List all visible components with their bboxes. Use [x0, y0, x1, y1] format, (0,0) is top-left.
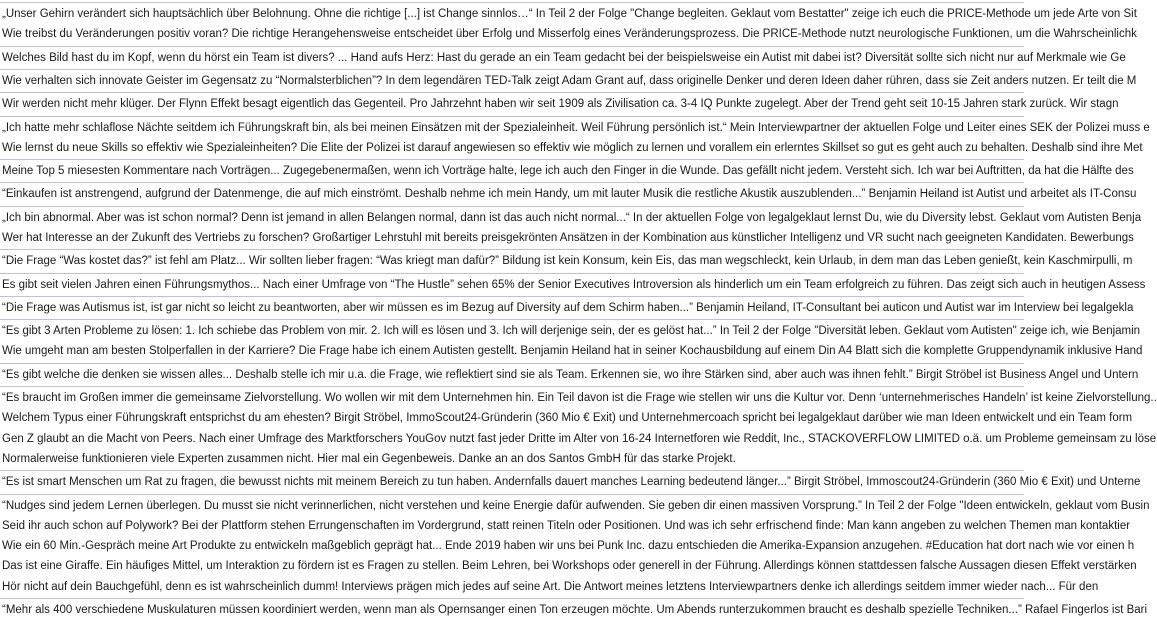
- post-preview[interactable]: [0, 182, 1137, 205]
- post-preview-line: Wie treibst du Veränderungen positiv voran? Die richtige Herangehensweise entscheidet über Erfolg und Misserfolg eines Veränderungsprozess. Die PRICE-Methode nutzt neurologische Funktionen, um die Wahrscheinlichk: [2, 28, 1137, 41]
- post-divider: [0, 363, 1024, 364]
- post-preview-line: Wir werden nicht mehr klüger. Der Flynn Effekt besagt eigentlich das Gegenteil. Pro Jahrzehnt haben wir seit 1909 als Zivilisation ca. 3-4 IQ Punkte zugelegt. Aber der Trend geht seit 10-15 Jahren stark zurück. Wir stagn: [2, 98, 1119, 111]
- post-preview-line: “Es gibt welche die denken sie wissen alles... Deshalb stelle ich mir u.a. die Frage, wie reflektiert sind sie als Team. Erkennen sie, wo ihre Stärken sind, aber auch was ihnen fehlt.” Birgit Ströbel ist Business Angel und Untern: [2, 368, 1139, 381]
- post-preview[interactable]: [0, 69, 1137, 92]
- post-preview[interactable]: [0, 249, 1133, 272]
- post-preview[interactable]: [0, 494, 1150, 599]
- post-preview-line: “Es braucht im Großen immer die gemeinsame Zielvorstellung. Wo wollen wir mit dem Unternehmen hin. Ein Teil davon ist die Frage wie stellen wir uns die Kultur vor. Denn ‘unternehmerisches Handeln’ ist keine Zielvorstellung..: [2, 392, 1157, 405]
- post-preview-line: “Es gibt 3 Arten Probleme zu lösen: 1. Ich schiebe das Problem von mir. 2. Ich will es lösen und 3. Ich will derjenige sein, der es gelöst hat...” In Teil 2 der Folge "Diversität leben. Geklaut vom Autisten" zeige ich, wie Benjamin: [2, 325, 1141, 338]
- post-divider: [0, 69, 1024, 70]
- post-divider: [0, 470, 1024, 471]
- post-preview-line: Hör nicht auf dein Bauchgefühl, denn es ist wahrscheinlich dumm! Interviews prägen mich jedes auf seine Art. Die Antwort meines letztens Interviewpartners denke ich allerdings seitdem immer wieder nach... Für den: [2, 580, 1099, 593]
- post-preview-line: Wie ein 60 Min.-Gespräch meine Art Produkte zu entwickeln maßgeblich geprägt hat... Ende 2019 haben wir uns bei Punk Inc. dazu entschieden die Amerika-Expansion anzugehen. #Education hat dort nach wie vor einen h: [2, 540, 1135, 553]
- post-divider: [0, 494, 1024, 495]
- post-preview-line: Normalerweise funktionieren viele Experten zusammen nicht. Hier mal ein Gegenbeweis. Danke an an dos Santos GmbH für das starke Projekt.: [2, 452, 736, 465]
- post-divider: [0, 182, 1024, 183]
- post-divider: [0, 159, 1024, 160]
- post-preview-line: “Die Frage was Autismus ist, ist gar nicht so leicht zu beantworten, aber wir müssen es im Bezug auf Diversity auf dem Schirm haben...” Benjamin Heiland, IT-Consultant bei auticon und Autist war im Interview bei legalgekla: [2, 301, 1134, 314]
- post-preview-line: “Nudges sind jedem Lernen überlegen. Du musst sie nicht verinnerlichen, nicht verstehen und keine Energie dafür aufwenden. Sie geben dir einen massiven Vorsprung.” In Teil 2 der Folge "Ideen entwickeln, geklaut vom Busin: [2, 499, 1150, 512]
- post-preview[interactable]: [0, 159, 1134, 182]
- post-divider: [0, 206, 1024, 207]
- post-divider: [0, 92, 1024, 93]
- post-preview-line: Gen Z glaubt an die Macht von Peers. Nach einer Umfrage des Marktforschers YouGov nutzt fast jeder Dritte im Alter von 16-24 Internetforen wie Reddit, Inc., STACKOVERFLOW LIMITED o.ä. um Probleme gemeinsam zu löse: [2, 432, 1157, 445]
- post-divider: [0, 249, 1024, 250]
- post-preview-line: „Ich bin abnormal. Aber was ist schon normal? Denn ist jemand in allen Belangen normal, dann ist das auch nicht normal...“ In der aktuellen Folge von legalgeklaut lernst Du, wie du Diversity lebst. Geklaut vom Autisten Benja: [2, 211, 1142, 224]
- post-preview[interactable]: [0, 319, 1143, 363]
- post-preview[interactable]: [0, 470, 1141, 493]
- post-preview-line: Wie umgeht man am besten Stolperfallen in der Karriere? Die Frage habe ich einem Autisten gestellt. Benjamin Heiland hat in seiner Kochausbildung auf einem Din A4 Blatt sich die komplette Gruppendynamik inklusive Hand: [2, 345, 1143, 358]
- post-preview-line: Wer hat Interesse an der Zukunft des Vertriebs zu forschen? Großartiger Lehrstuhl mit bereits preisgekrönten Ansätzen in der Kombination aus künstlicher Intelligenz und VR sucht nach geeigneten Kandidaten. Bewerbungs: [2, 231, 1134, 244]
- post-preview-line: “Die Frage “Was kostet das?” ist fehl am Platz... Wir sollten lieber fragen: “Was kriegt man dafür?” Bildung ist kein Konsum, kein Eis, das man wegschleckt, kein Urlaub, in dem man das Leben genießt, kein Kaschmirpulli, m: [2, 255, 1133, 268]
- post-preview[interactable]: [0, 206, 1142, 250]
- post-preview-line: Seid ihr auch schon auf Polywork? Bei der Plattform stehen Errungenschaften im Vordergrund, statt reinen Titeln oder Positionen. Und was ich sehr erfrischend finde: Man kann angeben zu welchen Themen man kontaktier: [2, 519, 1131, 532]
- post-preview[interactable]: [0, 296, 1134, 319]
- post-divider: [0, 46, 1024, 47]
- post-preview[interactable]: [0, 2, 1137, 46]
- post-preview-line: Das ist eine Giraffe. Ein häufiges Mittel, um Interaktion zu fördern ist es Fragen zu stellen. Beim Lehren, bei Workshops oder generell in der Führung. Allerdings können stattdessen falsche Aussagen diesen Effekt verstärken: [2, 560, 1137, 573]
- post-preview[interactable]: [0, 363, 1139, 386]
- post-preview[interactable]: [0, 116, 1150, 160]
- post-divider: [0, 319, 1024, 320]
- post-preview[interactable]: [0, 598, 1148, 621]
- post-preview[interactable]: [0, 92, 1119, 115]
- post-preview[interactable]: [0, 273, 1146, 296]
- post-divider: [0, 2, 1024, 3]
- post-preview-line: Welches Bild hast du im Kopf, wenn du hörst ein Team ist divers? ... Hand aufs Herz: Hast du gerade an ein Team gedacht bei der beispielsweise ein Autist mit dabei ist? Diversität sollte sich nicht nur auf Merkmale wie Ge: [2, 51, 1126, 64]
- post-preview-line: „Unser Gehirn verändert sich hauptsächlich über Belohnung. Ohne die richtige [...] ist Change sinnlos…“ In Teil 2 der Folge "Change begleiten. Geklaut vom Bestatter" zeige ich euch die PRICE-Methode um jede Arte von Sit: [2, 8, 1137, 20]
- post-divider: [0, 598, 1024, 599]
- post-divider: [0, 296, 1024, 297]
- post-divider: [0, 386, 1024, 387]
- post-preview-line: Welchem Typus einer Führungskraft entsprichst du am ehesten? Birgit Ströbel, ImmoScout24-Gründerin (360 Mio € Exit) und Unternehmercoach spricht bei legalgeklaut darüber wie man Ideen entwickelt und ein Team form: [2, 412, 1133, 425]
- post-preview-line: “Es ist smart Menschen um Rat zu fragen, die bewusst nichts mit meinem Bereich zu tun haben. Andernfalls dauert manches Learning bedeutend länger...” Birgit Ströbel, Immoscout24-Gründerin (360 Mio € Exit) und Unterne: [2, 476, 1141, 489]
- post-preview-line: Wie verhalten sich innovate Geister im Gegensatz zu “Normalsterblichen”? In dem legendären TED-Talk zeigt Adam Grant auf, dass originelle Denker und deren Ideen daher rühren, dass sie Zeit anders nutzen. Er teilt die M: [2, 74, 1137, 87]
- post-preview-line: „Ich hatte mehr schlaflose Nächte seitdem ich Führungskraft bin, als bei meinen Einsätzen mit der Spezialeinheit. Weil Führung persönlich ist.“ Mein Interviewpartner der aktuellen Folge und Leiter eines SEK der Polizei muss e: [2, 121, 1150, 134]
- post-divider: [0, 116, 1024, 117]
- post-preview[interactable]: [0, 46, 1126, 69]
- post-preview-line: Wie lernst du neue Skills so effektiv wie Spezialeinheiten? Die Elite der Polizei ist darauf angewiesen so effektiv wie möglich zu lernen und vorallem ein erlerntes Skillset so gut es geht auch zu behalten. Deshalb sind ihre Met: [2, 141, 1143, 154]
- post-divider: [0, 273, 1024, 274]
- post-preview[interactable]: [0, 386, 1157, 470]
- post-preview-line: Es gibt seit vielen Jahren einen Führungsmythos... Nach einer Umfrage von “The Hustle” sehen 65% der Senior Executives Introversion als hinderlich um ein Team erfolgreich zu führen. Das zeigt sich auch in heutigen Assess: [2, 278, 1146, 291]
- post-preview-line: “Einkaufen ist anstrengend, aufgrund der Datenmenge, die auf mich einströmt. Deshalb nehme ich mein Handy, um mit lauter Musik die restliche Akustik auszublenden...” Benjamin Heiland ist Autist und arbeitet als IT-Consu: [2, 188, 1137, 201]
- post-preview-line: Meine Top 5 miesesten Kommentare nach Vorträgen... Zugegebenermaßen, wenn ich Vorträge halte, lege ich auch den Finger in die Wunde. Das gefällt nicht jedem. Versteht sich. Ich war bei Auftritten, da hat die Hälfte des: [2, 165, 1134, 178]
- post-preview-line: “Mehr als 400 verschiedene Muskulaturen müssen koordiniert werden, wenn man als Opernsanger einen Ton erzeugen möchte. Um Abends runterzukommen braucht es deshalb spezielle Techniken...” Rafael Fingerlos ist Bari: [2, 604, 1148, 617]
